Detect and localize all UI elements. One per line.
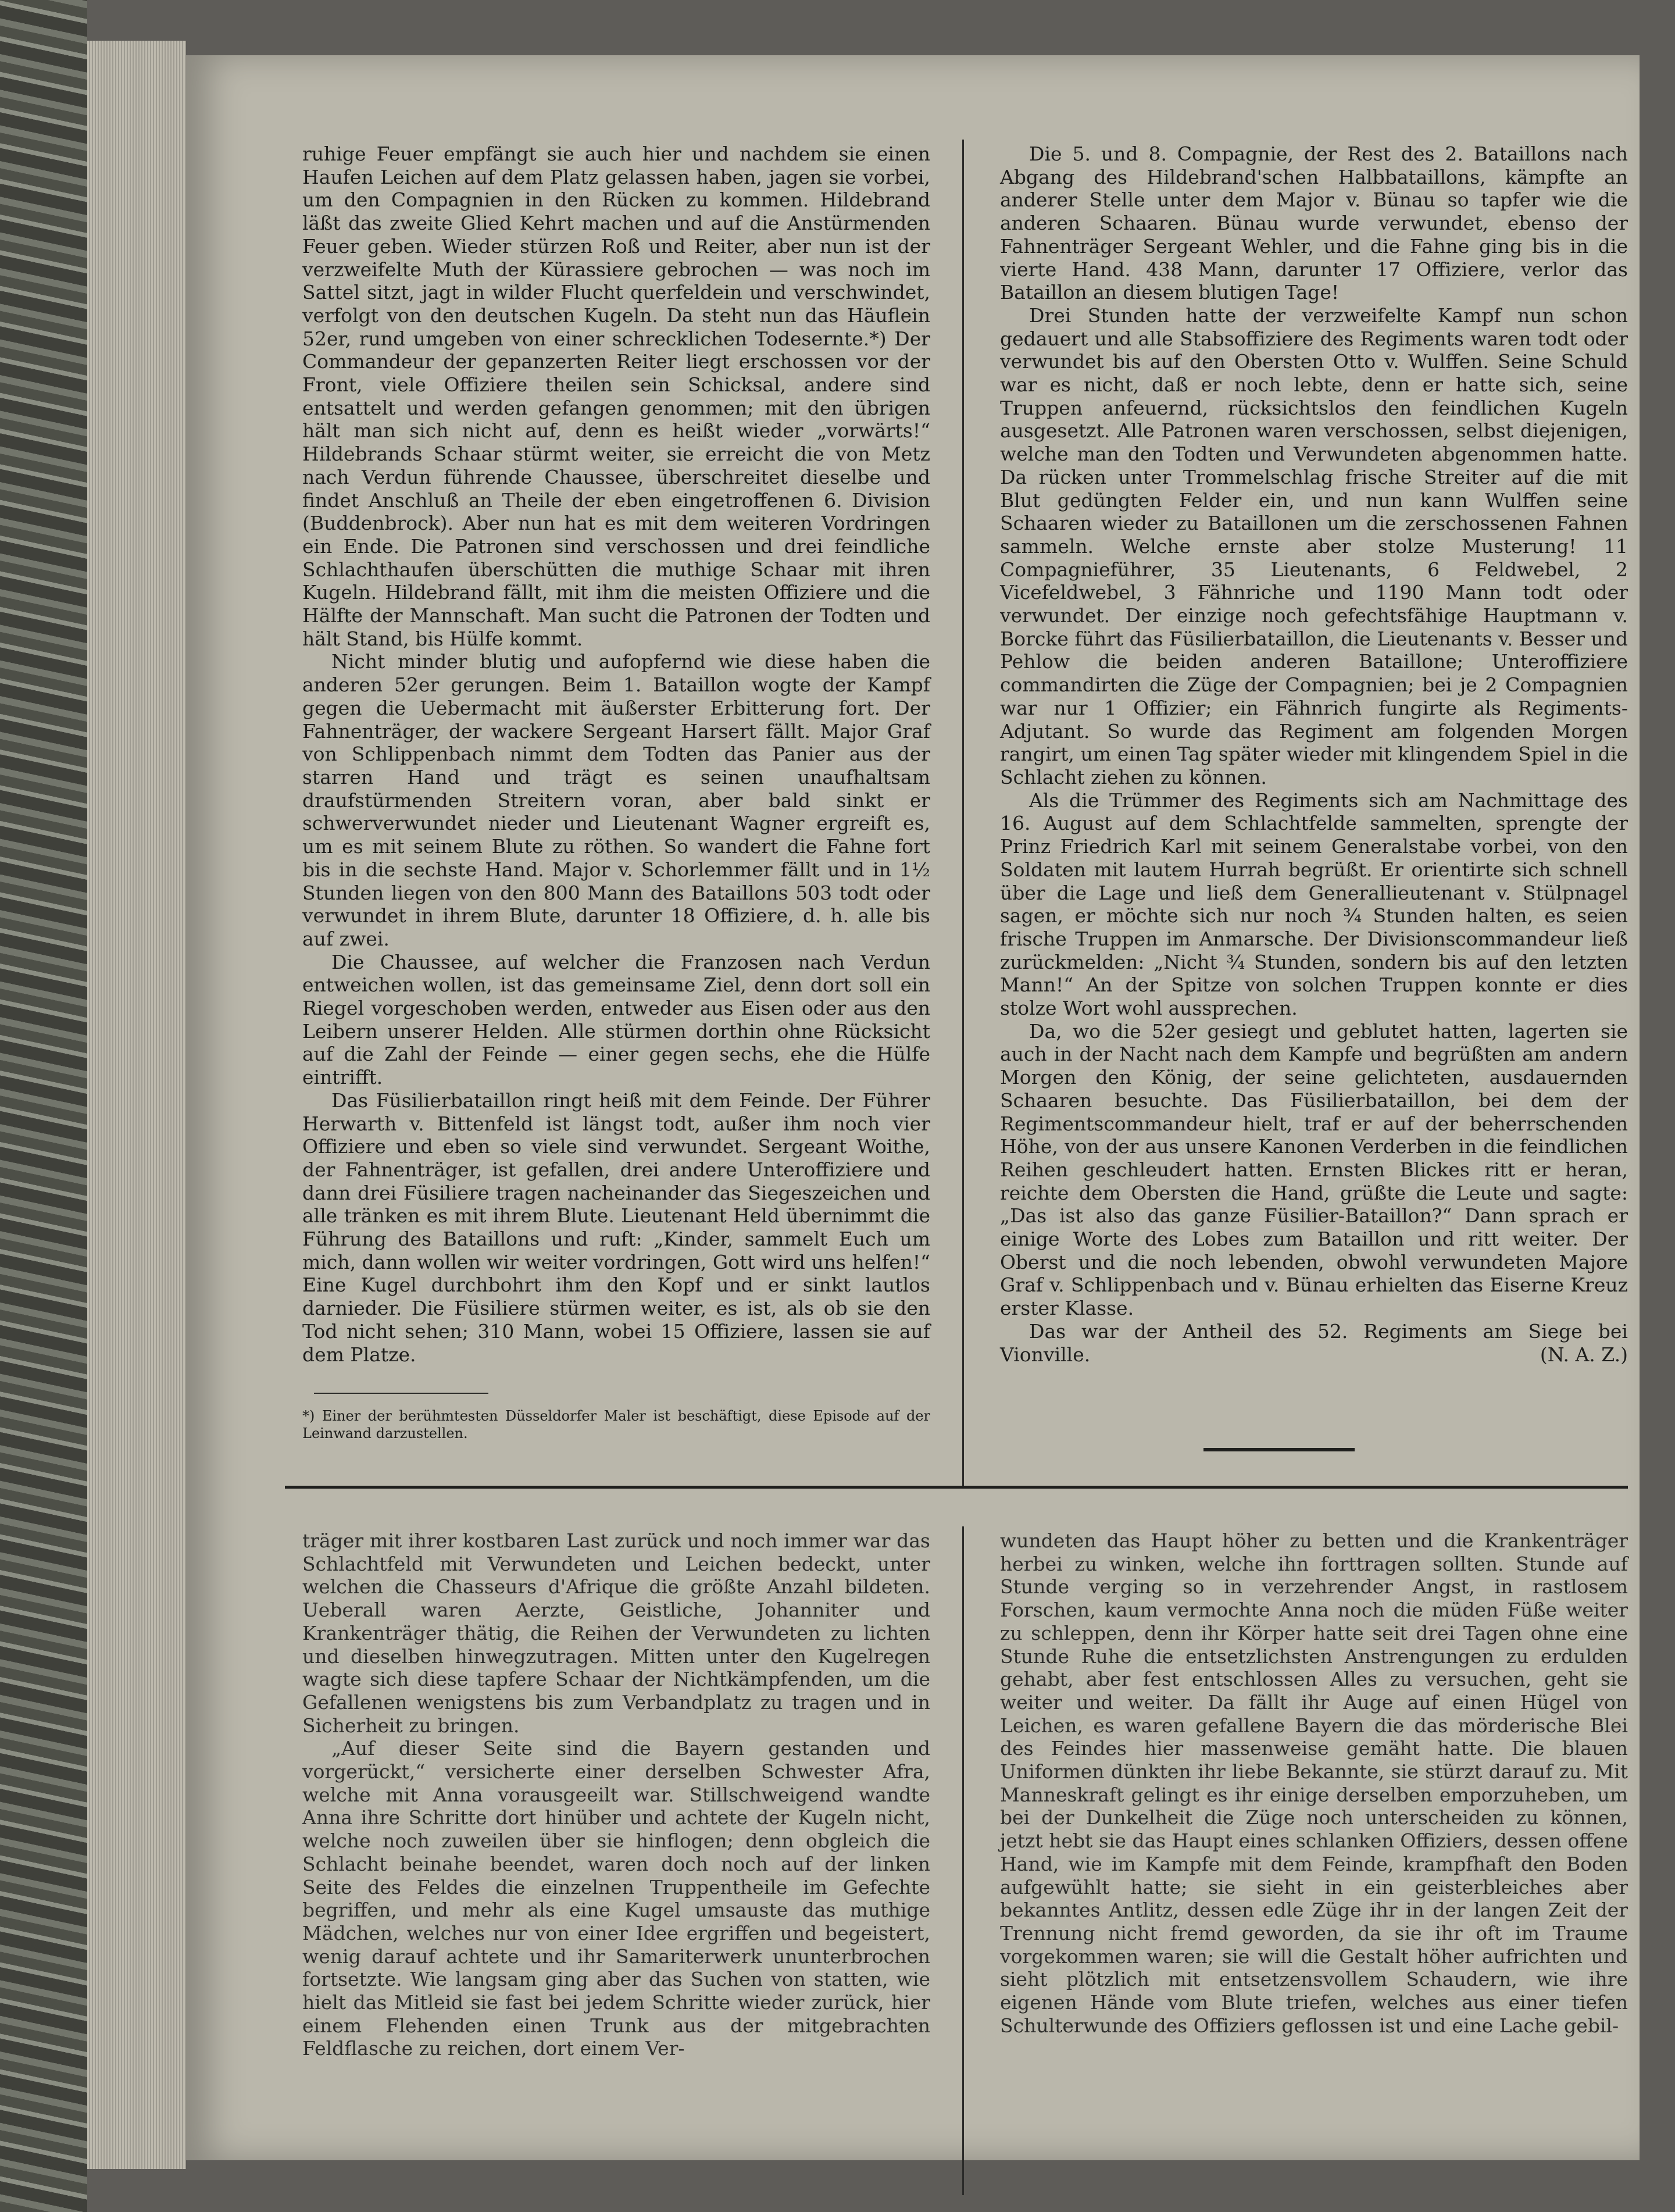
paragraph: Nicht minder blutig und aufopfernd wie diese haben die anderen 52er gerungen. Beim 1. Bataillon wogte der Kampf gegen die Uebermacht mit äußerster Erbitterung fort. Der Fahnenträger, der wackere Sergeant Harsert fällt. Major Graf von Schlippenbach nimmt dem Todten das Panier aus der starren Hand und trägt es seinen unaufhaltsam draufstürmenden Streitern voran, aber bald sinkt er schwerverwundet nieder und Lieutenant Wagner ergreift es, um es mit seinem Blute zu röthen. So wandert die Fahne fort bis in die sechste Hand. Major v. Schorlemmer fällt und in 1½ Stunden liegen von den 800 Mann des Bataillons 503 todt oder verwundet in ihrem Blute, darunter 18 Offiziere, d. h. alle bis auf zwei. bbox=[302, 650, 930, 950]
column-divider bbox=[962, 140, 964, 1489]
column-bottom-left bbox=[302, 1529, 930, 2192]
article-end-rule bbox=[1203, 1448, 1355, 1451]
paragraph: „Auf dieser Seite sind die Bayern gestanden und vorgerückt,“ versicherte einer derselben Schwester Afra, welche mit Anna vorausgeeilt war. Stillschweigend wandte Anna ihre Schritte dort hinüber und achtete der Kugeln nicht, welche noch zuweilen über sie hinflogen; denn obgleich die Schlacht beinahe beendet, waren doch noch auf der linken Seite des Feldes die einzelnen Truppentheile im Gefechte begriffen, und mehr als eine Kugel umsauste das muthige Mädchen, welches nur von einer Idee ergriffen und begeistert, wenig darauf achtete und ihr Samariterwerk ununterbrochen fortsetzte. Wie langsam ging aber das Suchen von statten, wie hielt das Mitleid sie fast bei jedem Schritte wieder zurück, hier einem Flehenden einen Trunk aus der mitgebrachten Feldflasche zu reichen, dort einem Ver- bbox=[302, 1737, 930, 2060]
paragraph: Die Chaussee, auf welcher die Franzosen nach Verdun entweichen wollen, ist das gemeinsame Ziel, denn dort soll ein Riegel vorgeschoben werden, entweder aus Eisen oder aus den Leibern unserer Helden. Alle stürmen dorthin ohne Rücksicht auf die Zahl der Feinde — einer gegen sechs, ehe die Hülfe eintrifft. bbox=[302, 950, 930, 1089]
section-divider bbox=[285, 1486, 1628, 1489]
footnote-rule bbox=[314, 1393, 488, 1394]
paragraph: Die 5. und 8. Compagnie, der Rest des 2. Bataillons nach Abgang des Hildebrand'schen Halbbataillons, kämpfte an anderer Stelle unter dem Major v. Bünau so tapfer wie die anderen Schaaren. Bünau wurde verwundet, ebenso der Fahnenträger Sergeant Wehler, und die Fahne ging bis in die vierte Hand. 438 Mann, darunter 17 Offiziere, verlor das Bataillon an diesem blutigen Tage! bbox=[1000, 142, 1628, 304]
paragraph: Drei Stunden hatte der verzweifelte Kampf nun schon gedauert und alle Stabsoffiziere des Regiments waren todt oder verwundet bis auf den Obersten Otto v. Wulffen. Seine Schuld war es nicht, daß er noch lebte, denn er hatte sich, seine Truppen anfeuernd, rücksichtslos den feindlichen Kugeln ausgesetzt. Alle Patronen waren verschossen, selbst diejenigen, welche man den Todten und Verwundeten abgenommen hatte. Da rücken unter Trommelschlag frische Streiter auf die mit Blut gedüngten Felder ein, und nun kann Wulffen seine Schaaren wieder zu Bataillonen um die zerschossenen Fahnen sammeln. Welche ernste aber stolze Musterung! 11 Compagnieführer, 35 Lieutenants, 6 Feldwebel, 2 Vicefeldwebel, 3 Fähnriche und 1190 Mann todt oder verwundet. Der einzige noch gefechtsfähige Hauptmann v. Borcke führt das Füsilierbataillon, die Lieutenants v. Besser und Pehlow die beiden anderen Bataillone; Unteroffiziere commandirten die Züge der Compagnien; bei je 2 Compagnien war nur 1 Offizier; ein Fähnrich fungirte als Regiments-Adjutant. So wurde das Regiment am folgenden Morgen rangirt, um einen Tag später wieder mit klingendem Spiel in die Schlacht ziehen zu können. bbox=[1000, 304, 1628, 789]
column-top-right bbox=[1000, 142, 1628, 1480]
column-top-left bbox=[302, 142, 930, 1480]
footnote: *) Einer der berühmtesten Düsseldorfer Maler ist beschäftigt, diese Episode auf der Leinwand darzustellen. bbox=[302, 1408, 930, 1442]
column-bottom-right bbox=[1000, 1529, 1628, 2192]
paragraph bbox=[1000, 1320, 1628, 1366]
page-stack-edge bbox=[87, 41, 186, 2169]
source-attribution: (N. A. Z.) bbox=[1540, 1343, 1628, 1366]
paragraph: wundeten das Haupt höher zu betten und die Krankenträger herbei zu winken, welche ihn forttragen sollten. Stunde auf Stunde verging so in verzehrender Angst, in rastlosem Forschen, kaum vermochte Anna noch die müden Füße weiter zu schleppen, denn ihr Körper hatte seit drei Tagen ohne eine Stunde Ruhe die entsetzlichsten Anstrengungen zu erdulden gehabt, aber fest entschlossen Alles zu versuchen, geht sie weiter und weiter. Da fällt ihr Auge auf einen Hügel von Leichen, es waren gefallene Bayern die das mörderische Blei des Feindes hier massenweise gemäht hatte. Die blauen Uniformen dünkten ihr liebe Bekannte, sie stürzt darauf zu. Mit Manneskraft gelingt es ihr einige derselben emporzuheben, um bei der Dunkelheit die Züge noch unterscheiden zu können, jetzt hebt sie das Haupt eines schlanken Offiziers, dessen offene Hand, wie im Kampfe mit dem Feinde, krampfhaft den Boden aufgewühlt hatte; sie sieht in ein geisterbleiches aber bekanntes Antlitz, dessen edle Züge ihr in der langen Zeit der Trennung nicht fremd geworden, da sie ihr oft im Traume vorgekommen waren; sie will die Gestalt höher aufrichten und sieht plötzlich mit entsetzensvollem Schaudern, wie ihre eigenen Hände vom Blute triefen, welches aus einer tiefen Schulterwunde des Offiziers geflossen ist und eine Lache gebil- bbox=[1000, 1529, 1628, 2037]
paragraph: träger mit ihrer kostbaren Last zurück und noch immer war das Schlachtfeld mit Verwundeten und Leichen bedeckt, unter welchen die Chasseurs d'Afrique die größte Anzahl bildeten. Ueberall waren Aerzte, Geistliche, Johanniter und Krankenträger thätig, die Reihen der Verwundeten zu lichten und dieselben hinwegzutragen. Mitten unter den Kugelregen wagte sich diese tapfere Schaar der Nichtkämpfenden, um die Gefallenen wenigstens bis zum Verbandplatz zu tragen und in Sicherheit zu bringen. bbox=[302, 1529, 930, 1737]
column-divider bbox=[962, 1526, 964, 2195]
newspaper-page bbox=[186, 55, 1640, 2160]
book-cover-edge bbox=[0, 0, 87, 2212]
closing-line: Das war der Antheil des 52. Regiments am Siege bei Vionville. bbox=[1000, 1319, 1628, 1366]
paragraph: ruhige Feuer empfängt sie auch hier und nachdem sie einen Haufen Leichen auf dem Platz gelassen haben, jagen sie vorbei, um den Compagnien in den Rücken zu kommen. Hildebrand läßt das zweite Glied Kehrt machen und auf die Anstürmenden Feuer geben. Wieder stürzen Roß und Reiter, aber nun ist der verzweifelte Muth der Kürassiere gebrochen — was noch im Sattel sitzt, jagt in wilder Flucht querfeldein und verschwindet, verfolgt von den deutschen Kugeln. Da steht nun das Häuflein 52er, rund umgeben von einer schrecklichen Todesernte.*) Der Commandeur der gepanzerten Reiter liegt erschossen vor der Front, viele Offiziere theilen sein Schicksal, andere sind entsattelt und werden gefangen genommen; mit den übrigen hält man sich nicht auf, denn es heißt wieder „vorwärts!“ Hildebrands Schaar stürmt weiter, sie erreicht die von Metz nach Verdun führende Chaussee, überschreitet dieselbe und findet Anschluß an Theile der eben eingetroffenen 6. Division (Buddenbrock). Aber nun hat es mit dem weiteren Vordringen ein Ende. Die Patronen sind verschossen und drei feindliche Schlachthaufen überschütten die muthige Schaar mit ihren Kugeln. Hildebrand fällt, mit ihm die meisten Offiziere und die Hälfte der Mannschaft. Man sucht die Patronen der Todten und hält Stand, bis Hülfe kommt. bbox=[302, 142, 930, 650]
paragraph: Da, wo die 52er gesiegt und geblutet hatten, lagerten sie auch in der Nacht nach dem Kampfe und begrüßten am andern Morgen den König, der seine gelichteten, ausdauernden Schaaren besuchte. Das Füsilierbataillon, bei dem der Regimentscommandeur hielt, traf er auf der beherrschenden Höhe, von der aus unsere Kanonen Verderben in die feindlichen Reihen geschleudert hatten. Ernsten Blickes ritt er heran, reichte dem Obersten die Hand, grüßte die Leute und sagte: „Das ist also das ganze Füsilier-Bataillon?“ Dann sprach er einige Worte des Lobes zum Bataillon und ritt weiter. Der Oberst und die noch lebenden, obwohl verwundeten Majore Graf v. Schlippenbach und v. Bünau erhielten das Eiserne Kreuz erster Klasse. bbox=[1000, 1019, 1628, 1320]
paragraph: Als die Trümmer des Regiments sich am Nachmittage des 16. August auf dem Schlachtfelde sammelten, sprengte der Prinz Friedrich Karl mit seinem Generalstabe vorbei, von den Soldaten mit lautem Hurrah begrüßt. Er orientirte sich schnell über die Lage und ließ dem Generallieutenant v. Stülpnagel sagen, er möchte sich nur noch ¾ Stunden halten, es seien frische Truppen im Anmarsche. Der Divisionscommandeur ließ zurückmelden: „Nicht ¾ Stunden, sondern bis auf den letzten Mann!“ An der Spitze von solchen Truppen konnte er dies stolze Wort wohl aussprechen. bbox=[1000, 789, 1628, 1020]
paragraph: Das Füsilierbataillon ringt heiß mit dem Feinde. Der Führer Herwarth v. Bittenfeld ist längst todt, außer ihm noch vier Offiziere und eben so viele sind verwundet. Sergeant Woithe, der Fahnenträger, ist gefallen, drei andere Unteroffiziere und dann drei Füsiliere tragen nacheinander das Siegeszeichen und alle tränken es mit ihrem Blute. Lieutenant Held übernimmt die Führung des Bataillons und ruft: „Kinder, sammelt Euch um mich, dann wollen wir weiter vordringen, Gott wird uns helfen!“ Eine Kugel durchbohrt ihm den Kopf und er sinkt lautlos darnieder. Die Füsiliere stürmen weiter, es ist, als ob sie den Tod nicht sehen; 310 Mann, wobei 15 Offiziere, lassen sie auf dem Platze. bbox=[302, 1089, 930, 1366]
